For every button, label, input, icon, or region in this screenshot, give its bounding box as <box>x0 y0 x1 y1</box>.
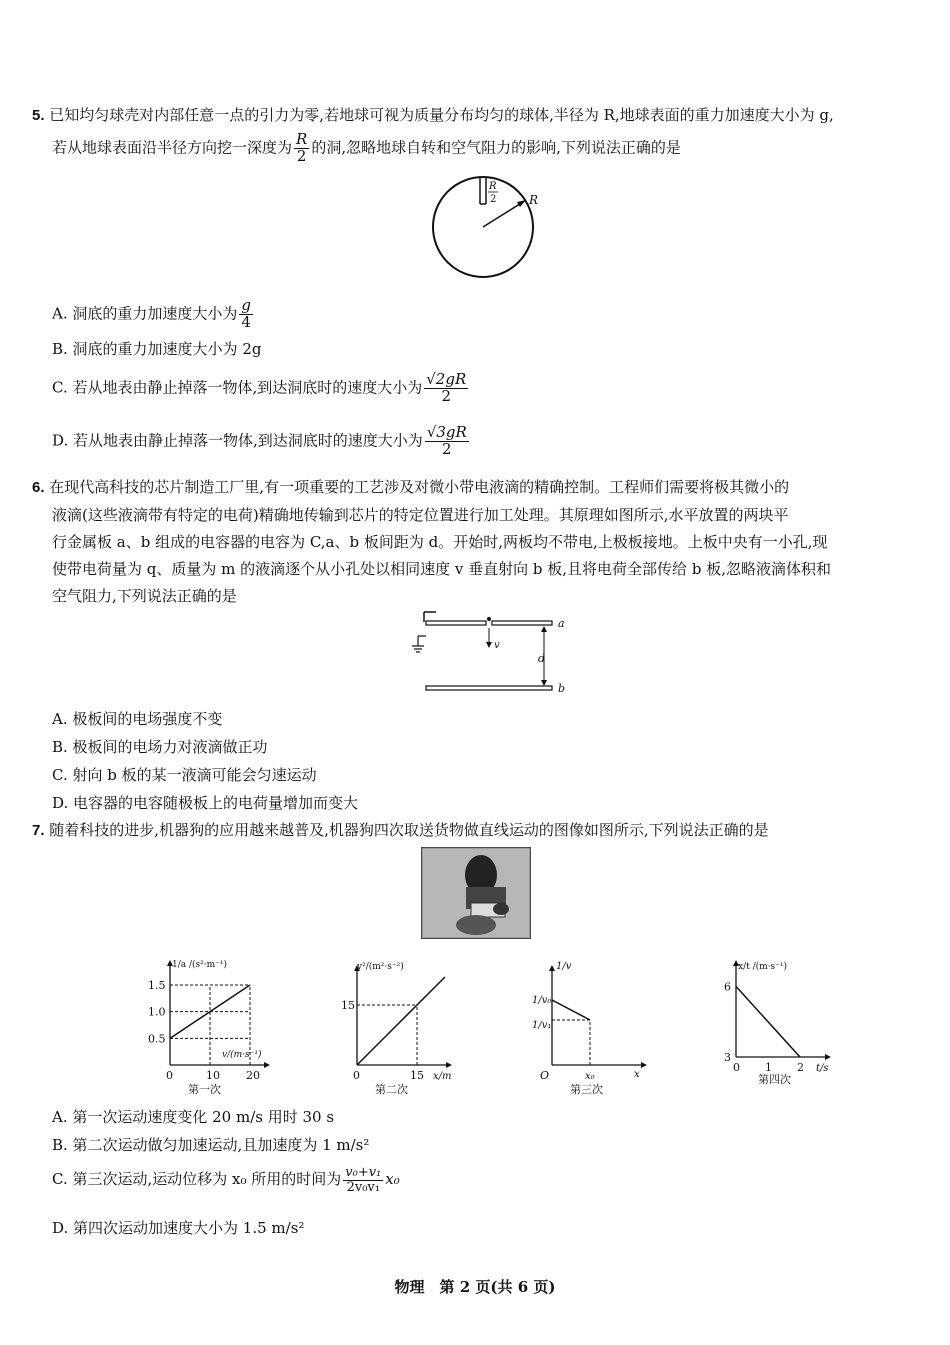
x-tick-label: 1 <box>765 1061 772 1074</box>
chart-title: 第二次 <box>375 1083 408 1095</box>
y-axis-label: 1/v <box>556 961 572 972</box>
distance-d-label: d <box>538 652 546 665</box>
q6-option-b: B. 极板间的电场力对液滴做正功 <box>52 738 268 756</box>
q5-fraction: $\frac{R}{2}$ <box>296 130 308 165</box>
chart-second <box>335 955 475 1095</box>
chart-third <box>522 955 657 1095</box>
q5-option-b: B. 洞底的重力加速度大小为 2g <box>52 340 262 358</box>
plate-a-left <box>426 621 486 625</box>
q5-line1: 5. 已知均匀球壳对内部任意一点的引力为零,若地球可视为质量分布均匀的球体,半径为 R,地球表面的重力加速度大小为 g, <box>32 106 834 124</box>
x-axis-label: v/(m·s⁻¹) <box>222 1050 262 1060</box>
q5-option-c: C. 若从地表由静止掉落一物体,到达洞底时的速度大小为 $\frac{√2gR}{2}$ <box>52 370 467 405</box>
q6-capacitor-figure <box>408 606 578 702</box>
chart-title: 第四次 <box>758 1073 791 1086</box>
x-axis-arrow <box>825 1054 831 1060</box>
q5-option-a: A. 洞底的重力加速度大小为 $\frac{g}{4}$ <box>52 296 251 331</box>
y-axis-label: x/t /(m·s⁻¹) <box>738 962 788 972</box>
x-tick-label: 0 <box>166 1069 173 1082</box>
q6-line1: 6. 在现代高科技的芯片制造工厂里,有一项重要的工艺涉及对微小带电液滴的精确控制。工程师们需要将极其微小的 <box>32 478 790 496</box>
x-axis-label: x/m <box>433 1071 452 1082</box>
hole-depth-num: R <box>489 181 497 192</box>
q6-line4: 使带电荷量为 q、质量为 m 的液滴逐个从小孔处以相同速度 v 垂直射向 b 板,且将电荷全部传给 b 板,忽略液滴体积和 <box>52 560 831 578</box>
plate-a-right <box>492 621 552 625</box>
x-tick-label: 2 <box>797 1061 804 1074</box>
q5-option-d: D. 若从地表由静止掉落一物体,到达洞底时的速度大小为 $\frac{√3gR}{2}$ <box>52 423 467 458</box>
plate-b <box>426 686 552 690</box>
droplet <box>487 617 491 621</box>
y-axis-label: v²/(m²·s⁻²) <box>357 962 404 972</box>
chart-fourth <box>714 955 839 1095</box>
q6-option-d: D. 电容器的电容随极板上的电荷量增加而变大 <box>52 794 359 812</box>
q6-option-c: C. 射向 b 板的某一液滴可能会匀速运动 <box>52 766 317 784</box>
x-axis-arrow <box>264 1062 270 1068</box>
y-tick-label: 0.5 <box>148 1032 166 1046</box>
plate-a-label: a <box>558 617 565 630</box>
q7-option-d: D. 第四次运动加速度大小为 1.5 m/s² <box>52 1219 305 1237</box>
y-tick-label: 1.0 <box>148 1005 166 1019</box>
x-axis-arrow <box>446 1062 452 1068</box>
y-axis-arrow <box>549 965 555 971</box>
chart-first <box>140 955 310 1095</box>
x-tick-label: O <box>540 1069 550 1082</box>
hole-depth-den: 2 <box>490 194 497 205</box>
page-footer: 物理 第 2 页(共 6 页) <box>394 1278 556 1296</box>
x-tick-label: 0 <box>353 1069 360 1082</box>
x-tick-label: x₀ <box>585 1071 595 1082</box>
robot-dog-photo <box>421 847 531 939</box>
y-tick-label: 15 <box>341 999 355 1012</box>
q6-option-a: A. 极板间的电场强度不变 <box>52 710 223 728</box>
q7-option-b: B. 第二次运动做匀加速运动,且加速度为 1 m/s² <box>52 1136 370 1154</box>
y-tick-label: 3 <box>724 1051 731 1064</box>
x-axis-label: t/s <box>816 1063 829 1074</box>
y-tick-label: 6 <box>724 980 731 994</box>
data-line <box>736 986 800 1057</box>
data-line <box>552 1000 590 1020</box>
y-tick-label: 1/v₁ <box>532 1020 552 1031</box>
q6-line3: 行金属板 a、b 组成的电容器的电容为 C,a、b 板间距为 d。开始时,两板均不带电,上极板接地。上板中央有一小孔,现 <box>52 533 828 551</box>
q7-option-a: A. 第一次运动速度变化 20 m/s 用时 30 s <box>52 1108 335 1126</box>
q6-line2: 液滴(这些液滴带有特定的电荷)精确地传输到芯片的特定位置进行加工处理。其原理如图所示,水平放置的两块平 <box>52 506 789 524</box>
x-tick-label: 10 <box>206 1069 220 1082</box>
x-axis-arrow <box>641 1062 647 1068</box>
y-tick-label: 1.5 <box>148 979 166 992</box>
x-tick-label: 15 <box>410 1069 424 1082</box>
x-tick-label: 20 <box>246 1069 260 1082</box>
x-axis-label: x <box>634 1069 640 1080</box>
plate-b-label: b <box>558 682 566 695</box>
chart-title: 第一次 <box>188 1083 221 1095</box>
q7-line1: 7. 随着科技的进步,机器狗的应用越来越普及,机器狗四次取送货物做直线运动的图像如图所示,下列说法正确的是 <box>32 821 769 839</box>
q5-earth-figure <box>420 174 560 286</box>
radius-line <box>483 202 523 227</box>
data-line <box>357 977 445 1065</box>
radius-label: R <box>529 193 539 207</box>
x-tick-label: 0 <box>733 1061 740 1074</box>
y-axis-label: 1/a /(s²·m⁻¹) <box>172 960 228 970</box>
q7-option-c: C. 第三次运动,运动位移为 x₀ 所用的时间为 $\frac{\text{v₀+v₁}}{\text{2v₀v₁}}$ x₀ <box>52 1165 400 1195</box>
q5-line2: 若从地球表面沿半径方向挖一深度为 $\frac{R}{2}$ 的洞,忽略地球自转和空气阻力的影响,下列说法正确的是 <box>52 130 681 165</box>
chart-title: 第三次 <box>570 1083 603 1095</box>
svg-text:v: v <box>494 640 500 651</box>
y-tick-label: 1/v₀ <box>532 995 552 1006</box>
q6-line5: 空气阻力,下列说法正确的是 <box>52 587 237 605</box>
radius-arrowhead <box>517 200 526 207</box>
